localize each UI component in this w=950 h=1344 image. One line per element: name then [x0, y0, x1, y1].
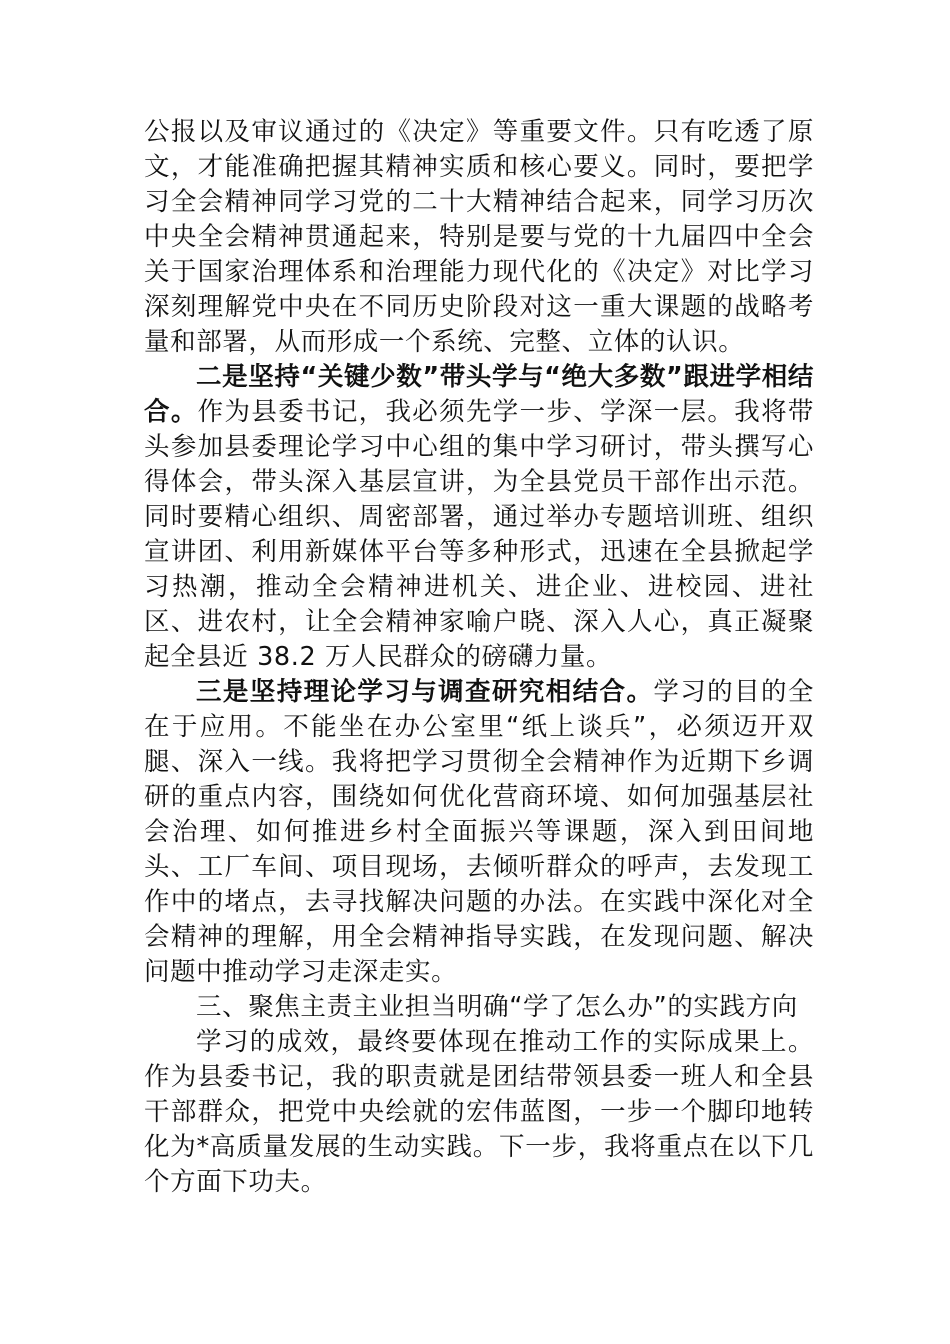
paragraph-text: 学习的目的全在于应用。不能坐在办公室里“纸上谈兵”，必须迈开双腿、深入一线。我将把学习贯彻全会精神作为近期下乡调研的重点内容，围绕如何优化营商环境、如何加强基层社会治理、如何推进乡村全面振兴等课题，深入到田间地头、工厂车间、项目现场，去倾听群众的呼声，去发现工作中的堵点，去寻找解决问题的办法。在实践中深化对全会精神的理解，用全会精神指导实践，在发现问题、解决问题中推动学习走深走实。: [144, 677, 814, 987]
paragraph-text: 学习的成效，最终要体现在推动工作的实际成果上。作为县委书记，我的职责就是团结带领县委一班人和全县干部群众，把党中央绘就的宏伟蓝图，一步一个脚印地转化为*高质量发展的生动实践。下一步，我将重点在以下几个方面下功夫。: [144, 1027, 814, 1197]
paragraph-text: 作为县委书记，我必须先学一步、学深一层。我将带头参加县委理论学习中心组的集中学习研讨，带头撰写心得体会，带头深入基层宣讲，为全县党员干部作出示范。同时要精心组织、周密部署，通过举办专题培训班、组织宣讲团、利用新媒体平台等多种形式，迅速在全县掀起学习热潮，推动全会精神进机关、进企业、进校园、进社区、进农村，让全会精神家喻户晓、深入人心，真正凝聚起全县近 38.2 万人民群众的磅礴力量。: [144, 397, 815, 672]
paragraph-lead-heading: 三是坚持理论学习与调查研究相结合。: [196, 677, 654, 707]
paragraph-text: 公报以及审议通过的《决定》等重要文件。只有吃透了原文，才能准确把握其精神实质和核心要义。同时，要把学习全会精神同学习党的二十大精神结合起来，同学习历次中央全会精神贯通起来，特别是要与党的十九届四中全会关于国家治理体系和治理能力现代化的《决定》对比学习深刻理解党中央在不同历史阶段对这一重大课题的战略考量和部署，从而形成一个系统、完整、立体的认识。: [144, 117, 814, 357]
paragraph-continuation: [144, 115, 814, 360]
document-body: [144, 115, 814, 1200]
section-heading-text: 三、聚焦主责主业担当明确“学了怎么办”的实践方向: [196, 992, 798, 1022]
paragraph-point-two: [144, 360, 814, 675]
paragraph-point-three: [144, 675, 814, 990]
paragraph-lead-heading: 二是坚持“关键少数”带头学与“绝大多数”跟进学相结合。: [144, 362, 814, 427]
paragraph-section-intro: [144, 1025, 814, 1200]
section-heading: [144, 990, 814, 1025]
